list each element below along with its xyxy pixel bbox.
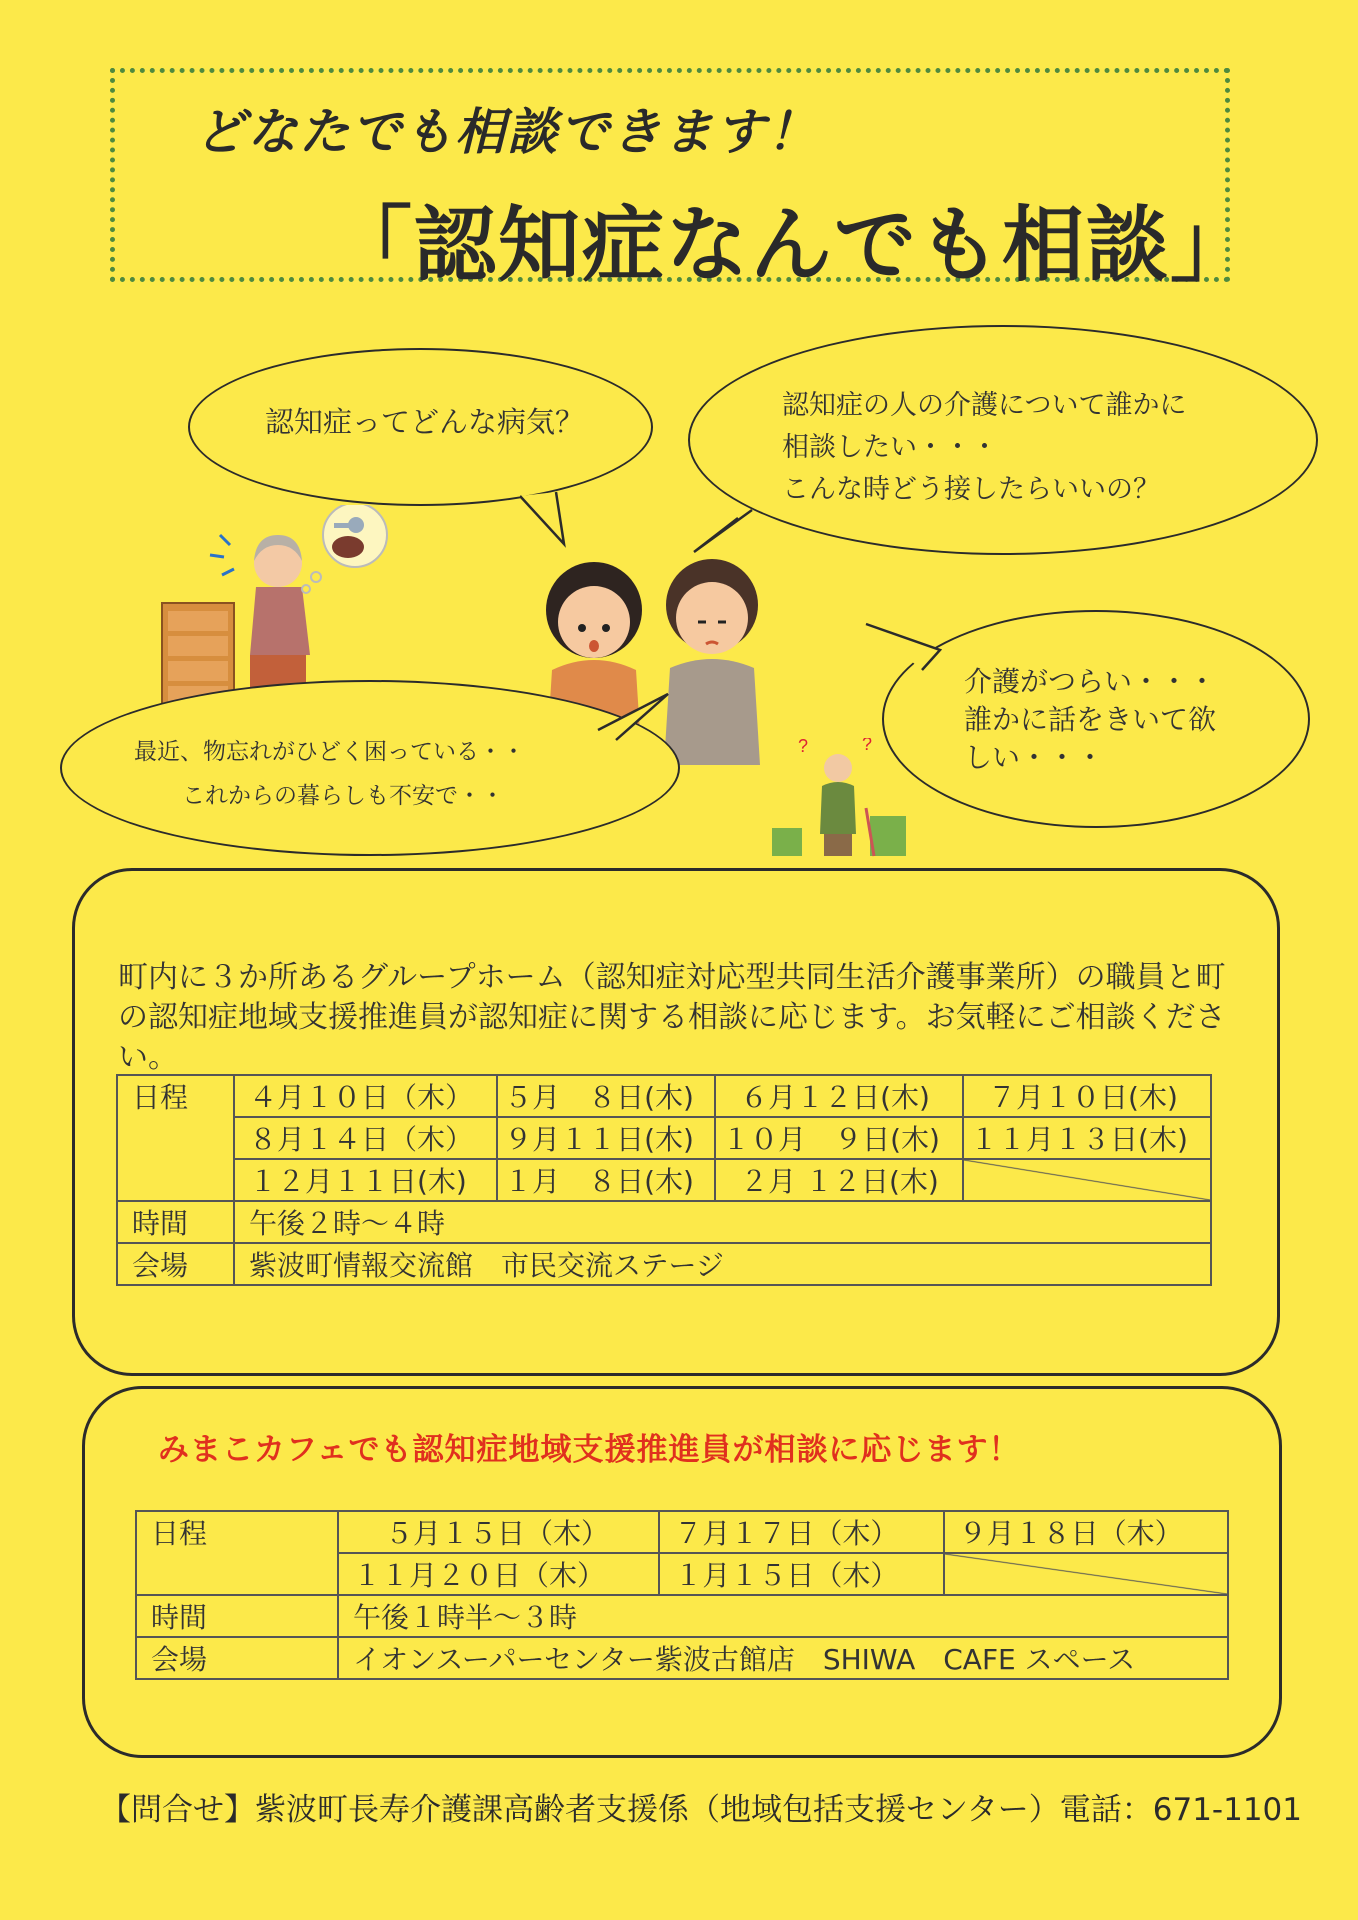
bubble-tail-icon (520, 488, 570, 550)
bubble-text-q2-line2: 相談したい・・・ (782, 432, 998, 463)
bubble-text-q3-line2: これからの暮らしも不安で・・ (182, 783, 504, 809)
bubble-text-q4-line3: しい・・・ (964, 741, 1105, 774)
time-value: 午後１時半～３時 (338, 1595, 1228, 1637)
schedule-date: １０月 ９日(木) (715, 1117, 963, 1159)
schedule-date: １月 ８日(木) (497, 1159, 715, 1201)
time-value: 午後２時～４時 (234, 1201, 1211, 1243)
schedule-date: ６月１２日(木) (715, 1075, 963, 1117)
bubble-text-q2-line3: こんな時どう接したらいいの？ (782, 474, 1160, 505)
time-label: 時間 (117, 1201, 234, 1243)
time-label: 時間 (136, 1595, 338, 1637)
intro-text: 町内に３か所あるグループホーム（認知症対応型共同生活介護事業所）の職員と町の認知症地域支援推進員が認知症に関する相談に応じます。お気軽にご相談ください。 (118, 960, 1226, 1075)
elderly-man-illustration (770, 738, 915, 858)
svg-text:?: ? (798, 738, 809, 756)
schedule-date: ７月１７日（木） (659, 1511, 943, 1553)
venue-label: 会場 (136, 1637, 338, 1679)
schedule-empty-cell (944, 1553, 1228, 1595)
schedule-date: ５月 ８日(木) (497, 1075, 715, 1117)
schedule-date: １２月１１日(木) (234, 1159, 497, 1201)
bubble-text-q2-line1: 認知症の人の介護について誰かに (782, 390, 1187, 421)
cafe-message: みまこカフェでも認知症地域支援推進員が相談に応じます！ (158, 1432, 1021, 1468)
schedule-date: ９月１８日（木） (944, 1511, 1228, 1553)
schedule-date: ５月１５日（木） (338, 1511, 659, 1553)
schedule-date: ７月１０日(木) (963, 1075, 1211, 1117)
cafe-schedule-table (135, 1510, 1229, 1680)
schedule-date: ４月１０日（木） (234, 1075, 497, 1117)
headline: どなたでも相談できます！ (195, 103, 819, 161)
bubble-tail-icon (596, 690, 676, 742)
venue-value: イオンスーパーセンター紫波古館店 SHIWA CAFE スペース (338, 1637, 1228, 1679)
bubble-text-q1: 認知症ってどんな病気？ (265, 405, 585, 439)
schedule-date: ８月１４日（木） (234, 1117, 497, 1159)
svg-text:?: ? (862, 738, 873, 754)
venue-label: 会場 (117, 1243, 234, 1285)
bubble-text-q3-line1: 最近、物忘れがひどく困っている・・ (134, 739, 525, 765)
venue-value: 紫波町情報交流館 市民交流ステージ (234, 1243, 1211, 1285)
group-home-schedule-table (116, 1074, 1212, 1286)
schedule-date: ２月 １２日(木) (715, 1159, 963, 1201)
schedule-label: 日程 (136, 1511, 338, 1595)
bubble-text-q4-line1: 介護がつらい・・・ (964, 665, 1217, 698)
bubble-tail-icon (862, 620, 942, 674)
bubble-tail-icon (690, 508, 760, 556)
schedule-empty-cell (963, 1159, 1211, 1201)
schedule-date: １月１５日（木） (659, 1553, 943, 1595)
schedule-label: 日程 (117, 1075, 234, 1201)
bubble-text-q4-line2: 誰かに話をきいて欲 (964, 703, 1217, 736)
page-title: 「認知症なんでも相談」 (330, 198, 1255, 293)
schedule-date: １１月２０日（木） (338, 1553, 659, 1595)
schedule-date: １１月１３日(木) (963, 1117, 1211, 1159)
schedule-date: ９月１１日(木) (497, 1117, 715, 1159)
contact-info: 【問合せ】紫波町長寿介護課高齢者支援係（地域包括支援センター）電話：671-1101 (100, 1792, 1303, 1828)
